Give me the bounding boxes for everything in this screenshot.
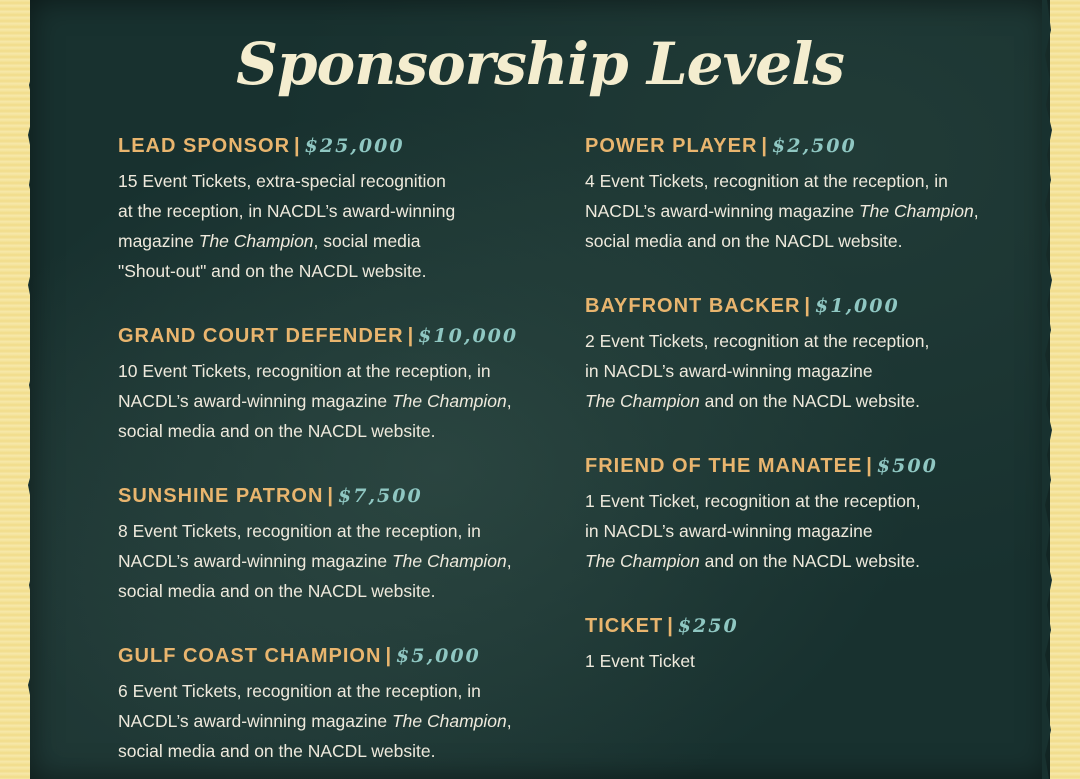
level-heading [118,132,558,160]
level-description [585,646,1025,676]
level-name: SUNSHINE PATRON [118,485,324,507]
level-sunshine-patron [118,482,558,606]
separator: | [866,455,873,477]
description-line: 10 Event Tickets, recognition at the reception, in [118,361,491,381]
level-description [585,486,1025,576]
description-line: 2 Event Tickets, recognition at the reception, [585,331,930,351]
magazine-title: The Champion [198,231,314,251]
description-line: in NACDL’s award-winning magazine [585,521,873,541]
level-ticket [585,612,1025,676]
level-price: $2,500 [772,135,857,157]
magazine-title: The Champion [585,551,700,571]
description-line: "Shout-out" and on the NACDL website. [118,261,427,281]
level-friend-of-the-manatee [585,452,1025,576]
level-price: $7,500 [338,485,423,507]
page-title: Sponsorship Levels [236,30,844,98]
level-description [118,516,558,606]
level-description [585,326,1025,416]
level-grand-court-defender [118,322,558,446]
level-price: $250 [677,615,739,637]
level-gulf-coast-champion [118,642,558,766]
level-heading [585,452,1025,480]
description-line: social media and on the NACDL website. [585,231,903,251]
description-line: NACDL’s award-winning magazine The Champion, [118,551,512,571]
level-price: $25,000 [304,135,405,157]
level-name: GRAND COURT DEFENDER [118,325,404,347]
magazine-title: The Champion [858,201,974,221]
description-line: NACDL’s award-winning magazine The Champion, [118,391,512,411]
level-name: FRIEND OF THE MANATEE [585,455,863,477]
separator: | [385,645,393,667]
description-line: 1 Event Ticket, recognition at the reception, [585,491,921,511]
magazine-title: The Champion [585,391,700,411]
magazine-title: The Champion [391,711,507,731]
description-line: 4 Event Tickets, recognition at the reception, in [585,171,948,191]
level-lead-sponsor [118,132,558,286]
level-description [118,676,558,766]
level-heading [118,482,558,510]
level-description [118,166,558,286]
description-line: in NACDL’s award-winning magazine [585,361,873,381]
description-line: The Champion and on the NACDL website. [585,391,920,411]
torn-edge-right [1042,0,1056,779]
level-price: $500 [876,455,938,477]
description-line: 1 Event Ticket [585,651,695,671]
level-power-player [585,132,1025,256]
level-price: $5,000 [396,645,481,667]
description-line: NACDL’s award-winning magazine The Champion, [585,201,979,221]
level-heading [585,612,1025,640]
level-heading [118,642,558,670]
level-description [585,166,1025,256]
description-line: 8 Event Tickets, recognition at the reception, in [118,521,481,541]
description-line: at the reception, in NACDL’s award-winning [118,201,456,221]
magazine-title: The Champion [391,391,507,411]
description-line: magazine The Champion, social media [118,231,421,251]
level-bayfront-backer [585,292,1025,416]
level-price: $10,000 [418,325,519,347]
description-line: 6 Event Tickets, recognition at the reception, in [118,681,481,701]
separator: | [667,615,674,637]
separator: | [327,485,334,507]
description-line: NACDL’s award-winning magazine The Champion, [118,711,512,731]
level-name: GULF COAST CHAMPION [118,645,382,667]
level-name: POWER PLAYER [585,135,758,157]
description-line: social media and on the NACDL website. [118,421,436,441]
level-heading [585,292,1025,320]
separator: | [804,295,811,317]
description-line: social media and on the NACDL website. [118,741,436,761]
separator: | [294,135,301,157]
level-name: TICKET [585,615,664,637]
level-heading [585,132,1025,160]
separator: | [761,135,769,157]
description-line: social media and on the NACDL website. [118,581,436,601]
magazine-title: The Champion [391,551,507,571]
level-description [118,356,558,446]
description-line: The Champion and on the NACDL website. [585,551,920,571]
level-price: $1,000 [815,295,900,317]
description-line: 15 Event Tickets, extra-special recognition [118,171,446,191]
level-name: BAYFRONT BACKER [585,295,801,317]
level-heading [118,322,558,350]
level-name: LEAD SPONSOR [118,135,291,157]
separator: | [407,325,415,347]
